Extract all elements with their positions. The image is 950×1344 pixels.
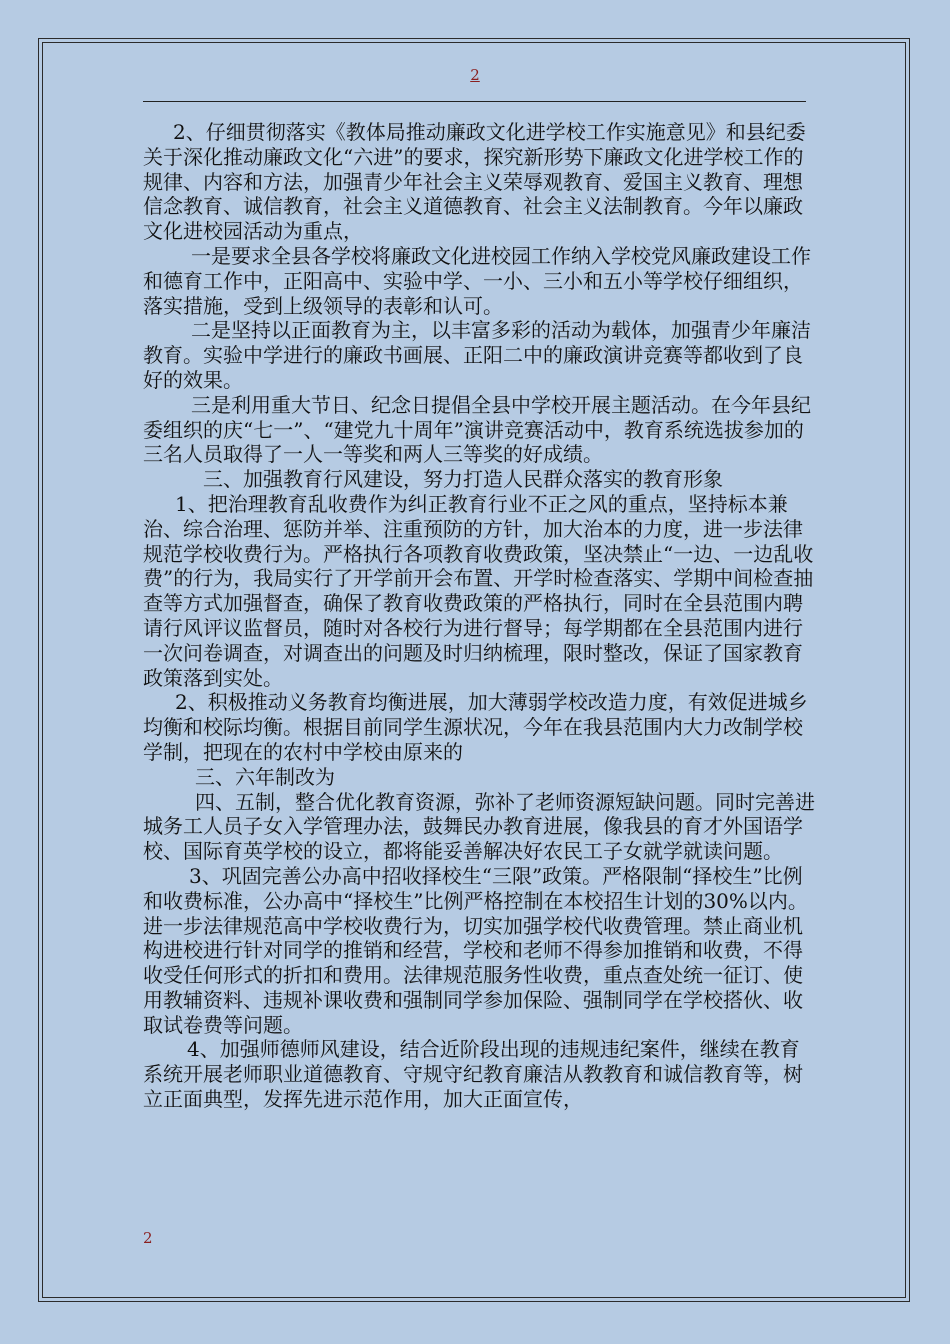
footer-page-number: 2: [143, 1229, 153, 1247]
header-rule: [143, 101, 806, 102]
paragraph: 三、六年制改为: [195, 764, 335, 789]
paragraph: 2、仔细贯彻落实《教体局推动廉政文化进学校工作实施意见》和县纪委关于深化推动廉政文化“六进”的要求，探究新形势下廉政文化进学校工作的规律、内容和方法，加强青少年社会主义荣辱观教育、爱国主义教育、理想信念教育、诚信教育，社会主义道德教育、社会主义法制教育。今年以廉政文化进校园活动为重点，: [143, 120, 806, 244]
paragraph: 3、巩固完善公办高中招收择校生“三限”政策。严格限制“择校生”比例和收费标准，公办高中“择校生”比例严格控制在本校招生计划的30%以内。进一步法律规范高中学校收费行为，切实加强学校代收费管理。禁止商业机构进校进行针对同学的推销和经营，学校和老师不得参加推销和收费，不得收受任何形式的折扣和费用。法律规范服务性收费，重点查处统一征订、使用教辅资料、违规补课收费和强制同学参加保险、强制同学在学校搭伙、收取试卷费等问题。: [143, 863, 808, 1037]
paragraph: 二是坚持以正面教育为主，以丰富多彩的活动为载体，加强青少年廉洁教育。实验中学进行的廉政书画展、正阳二中的廉政演讲竞赛等都收到了良好的效果。: [143, 318, 811, 392]
paragraph: 四、五制，整合优化教育资源，弥补了老师资源短缺问题。同时完善进城务工人员子女入学管理办法，鼓舞民办教育进展，像我县的育才外国语学校、国际育英学校的设立，都将能妥善解决好农民工子女就学就读问题。: [143, 789, 815, 864]
paragraph: 三是利用重大节日、纪念日提倡全县中学校开展主题活动。在今年县纪委组织的庆“七一”、“建党九十周年”演讲竞赛活动中，教育系统选拔参加的三名人员取得了一人一等奖和两人三等奖的好成绩。: [143, 392, 811, 467]
paragraph: 4、加强师德师风建设，结合近阶段出现的违规违纪案件，继续在教育系统开展老师职业道德教育、守规守纪教育廉洁从教教育和诚信教育等，树立正面典型，发挥先进示范作用，加大正面宣传，: [143, 1037, 803, 1112]
header-page-number: 2: [470, 66, 480, 84]
section-heading: 三、加强教育行风建设，努力打造人民群众落实的教育形象: [203, 467, 723, 492]
paragraph: 2、积极推动义务教育均衡进展，加大薄弱学校改造力度，有效促进城乡均衡和校际均衡。根据目前同学生源状况，今年在我县范围内大力改制学校学制，把现在的农村中学校由原来的: [143, 690, 808, 764]
document-body: [143, 120, 818, 1112]
paragraph: 一是要求全县各学校将廉政文化进校园工作纳入学校党风廉政建设工作和德育工作中，正阳高中、实验中学、一小、三小和五小等学校仔细组织，落实措施，受到上级领导的表彰和认可。: [143, 243, 811, 318]
paragraph: 1、把治理教育乱收费作为纠正教育行业不正之风的重点，坚持标本兼治、综合治理、惩防并举、注重预防的方针，加大治本的力度，进一步法律规范学校收费行为。严格执行各项教育收费政策，坚决禁止“一边、一边乱收费”的行为，我局实行了开学前开会布置、开学时检查落实、学期中间检查抽查等方式加强督查，确保了教育收费政策的严格执行，同时在全县范围内聘请行风评议监督员，随时对各校行为进行督导；每学期都在全县范围内进行一次问卷调查，对调查出的问题及时归纳梳理，限时整改，保证了国家教育政策落到实处。: [143, 491, 814, 690]
